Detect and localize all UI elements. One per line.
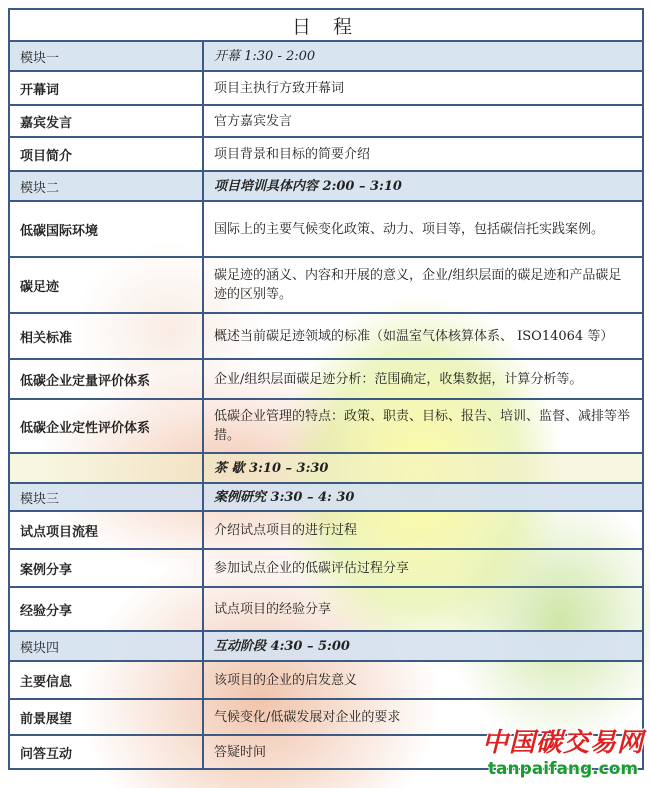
watermark-en: tanpaifang.com	[487, 759, 639, 779]
row-label: 试点项目流程	[9, 511, 203, 549]
module-row	[9, 631, 643, 661]
row-content: 碳足迹的涵义、内容和开展的意义，企业/组织层面的碳足迹和产品碳足迹的区别等。	[203, 257, 643, 313]
row-label: 低碳国际环境	[9, 201, 203, 257]
table-row	[9, 661, 643, 699]
tea-break-row	[9, 453, 643, 483]
row-content: 低碳企业管理的特点：政策、职责、目标、报告、培训、监督、减排等举措。	[203, 399, 643, 453]
row-content: 互动阶段 4:30 – 5:00	[203, 631, 643, 661]
row-content: 试点项目的经验分享	[203, 587, 643, 631]
row-label: 相关标准	[9, 313, 203, 359]
row-content: 项目背景和目标的简要介绍	[203, 137, 643, 171]
table-row	[9, 257, 643, 313]
module-row	[9, 483, 643, 511]
module-row	[9, 171, 643, 201]
table-row	[9, 399, 643, 453]
row-label: 碳足迹	[9, 257, 203, 313]
row-content: 官方嘉宾发言	[203, 105, 643, 137]
table-row	[9, 359, 643, 399]
table-row	[9, 137, 643, 171]
row-content: 介绍试点项目的进行过程	[203, 511, 643, 549]
schedule-title-row	[9, 9, 643, 41]
row-content: 气候变化/低碳发展对企业的要求	[203, 699, 643, 735]
row-content: 国际上的主要气候变化政策、动力、项目等，包括碳信托实践案例。	[203, 201, 643, 257]
row-label: 模块二	[9, 171, 203, 201]
row-label: 项目简介	[9, 137, 203, 171]
site-watermark	[478, 728, 648, 784]
schedule-title: 日 程	[9, 9, 643, 41]
row-content: 企业/组织层面碳足迹分析：范围确定，收集数据，计算分析等。	[203, 359, 643, 399]
row-content: 开幕 1:30 - 2:00	[203, 41, 643, 71]
table-row	[9, 71, 643, 105]
row-label: 模块三	[9, 483, 203, 511]
row-label: 嘉宾发言	[9, 105, 203, 137]
module-row	[9, 41, 643, 71]
row-content: 答疑时间	[203, 735, 643, 769]
row-label: 前景展望	[9, 699, 203, 735]
row-content: 案例研究 3:30 – 4: 30	[203, 483, 643, 511]
row-label: 问答互动	[9, 735, 203, 769]
row-label: 低碳企业定量评价体系	[9, 359, 203, 399]
watermark-cn: 中国碳交易网	[481, 728, 644, 758]
row-label: 开幕词	[9, 71, 203, 105]
table-row	[9, 313, 643, 359]
row-label: 主要信息	[9, 661, 203, 699]
row-label: 案例分享	[9, 549, 203, 587]
schedule-table	[8, 8, 644, 770]
row-content: 项目培训具体内容 2:00 – 3:10	[203, 171, 643, 201]
row-content: 项目主执行方致开幕词	[203, 71, 643, 105]
row-label: 经验分享	[9, 587, 203, 631]
row-content: 参加试点企业的低碳评估过程分享	[203, 549, 643, 587]
table-row	[9, 201, 643, 257]
row-label: 低碳企业定性评价体系	[9, 399, 203, 453]
row-label: 模块四	[9, 631, 203, 661]
table-row	[9, 549, 643, 587]
row-label: 模块一	[9, 41, 203, 71]
row-label	[9, 453, 203, 483]
table-row	[9, 105, 643, 137]
table-row	[9, 511, 643, 549]
row-content: 概述当前碳足迹领域的标准（如温室气体核算体系、 ISO14064 等）	[203, 313, 643, 359]
table-row	[9, 587, 643, 631]
row-content: 茶 歇 3:10 – 3:30	[203, 453, 643, 483]
row-content: 该项目的企业的启发意义	[203, 661, 643, 699]
